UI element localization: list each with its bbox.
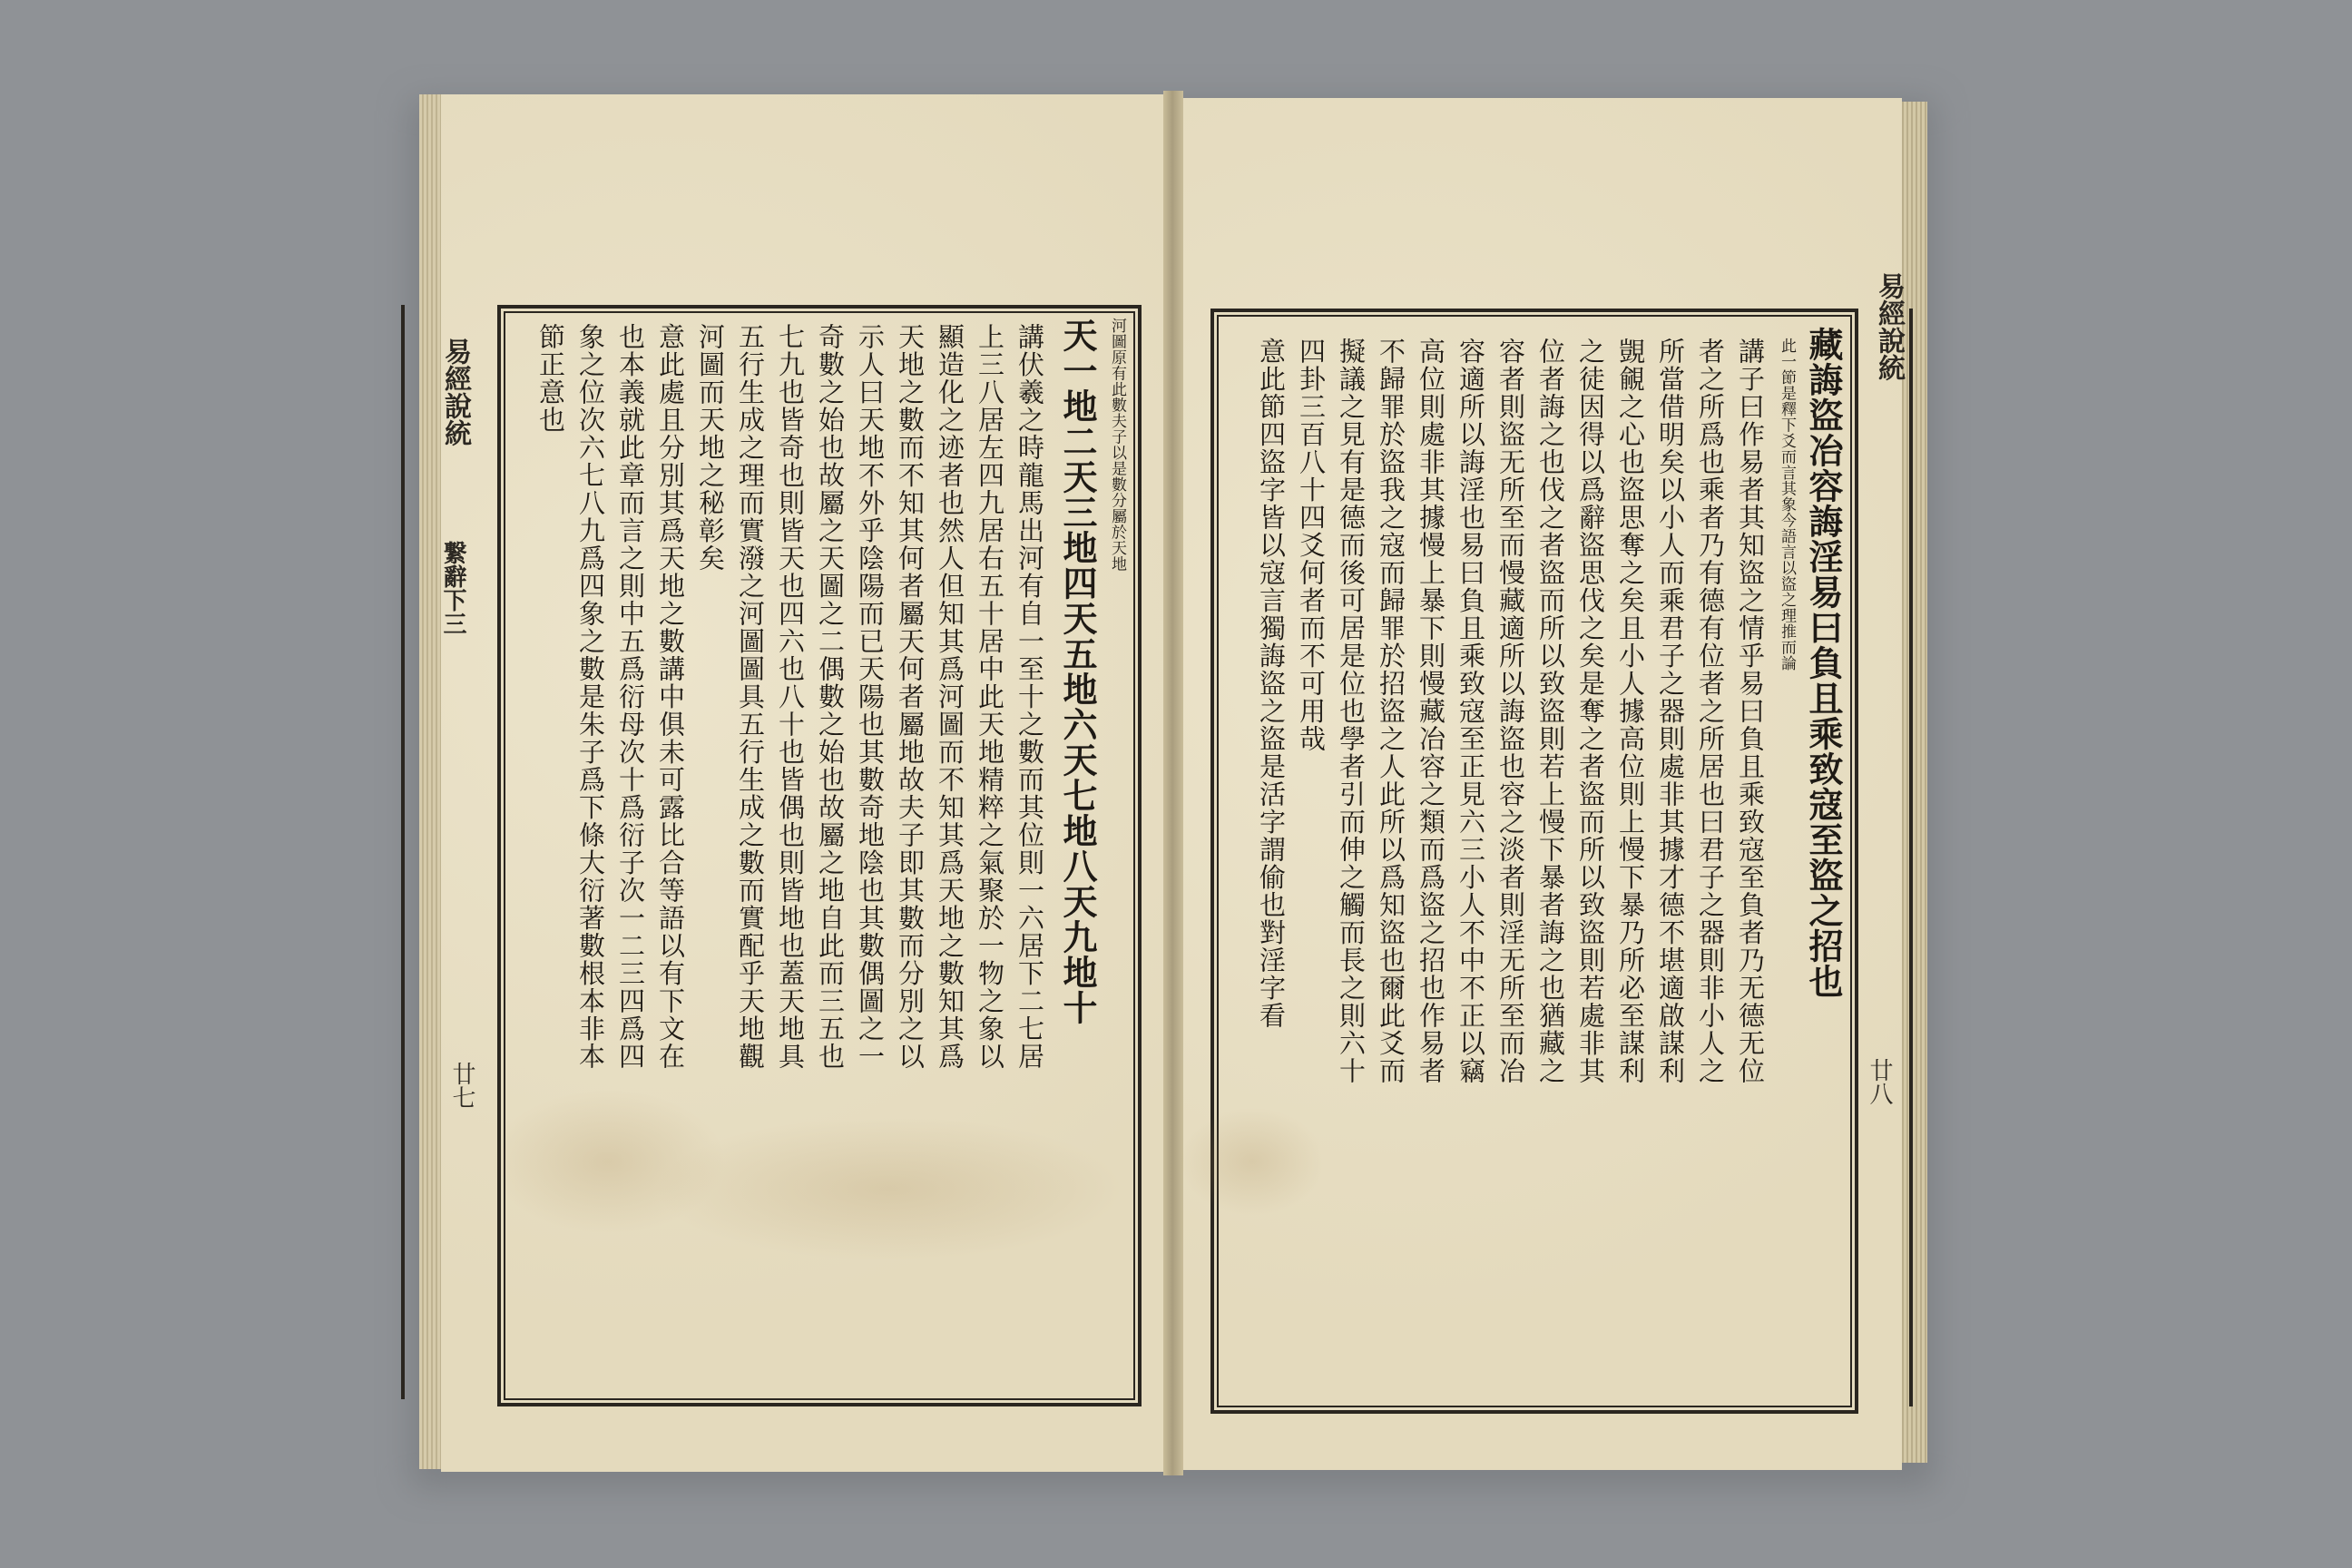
left-column-10: 意此處且分別其爲天地之數講中俱未可露比合等語以有下文在 — [655, 323, 686, 1071]
left-column-9: 河圖而天地之秘彰矣 — [695, 323, 726, 573]
water-stain — [1180, 1107, 1325, 1216]
left-page-center-fold — [401, 305, 495, 1399]
right-folio: 廿八 — [1866, 1058, 1893, 1105]
left-column-2: 上三八居左四九居右五十居中此天地精粹之氣聚於一物之象以 — [975, 323, 1005, 1071]
right-page-center-fold — [1855, 309, 1913, 1406]
left-column-13: 節正意也 — [535, 323, 566, 434]
right-column-13: 意此節四盜字皆以寇言獨誨盜之盜是活字謂偷也對淫字看 — [1256, 338, 1287, 1030]
right-column-10: 不歸罪於盜我之寇而歸罪於招盜之人此所以爲知盜也爾此爻而 — [1376, 338, 1406, 1085]
left-column-8: 五行生成之理而實潑之河圖圖具五行生成之數而實配乎天地觀 — [735, 323, 766, 1071]
right-heading: 藏誨盜冶容誨淫易曰負且乘致寇至盜之招也 — [1803, 327, 1844, 999]
right-heading-note: 此一節是釋下爻而言其象今語言以盜之理推而論 — [1778, 338, 1796, 671]
left-column-5: 示人曰天地不外乎陰陽而已天陽也其數奇地陰也其數偶圖之一 — [855, 323, 886, 1071]
right-column-4: 覬覦之心也盜思奪之矣且小人據高位則上慢下暴乃所必至謀利 — [1615, 338, 1646, 1085]
left-column-6: 奇數之始也故屬之天圖之二偶數之始也故屬之地自此而三五也 — [815, 323, 846, 1071]
right-column-6: 位者誨之也伐之者盜而所以致盜則若上慢下暴者誨之也猶藏之 — [1535, 338, 1566, 1085]
right-column-7: 容者則盜无所至而慢藏適所以誨盜也容之淡者則淫无所至而冶 — [1495, 338, 1526, 1085]
right-column-1: 講子曰作易者其知盜之情乎易曰負且乘致寇至負者乃无德无位 — [1735, 338, 1766, 1085]
right-column-12: 四卦三百八十四爻何者而不可用哉 — [1296, 338, 1327, 753]
right-column-9: 高位則處非其據慢上暴下則慢藏冶容之類而爲盜之招也作易者 — [1416, 338, 1446, 1085]
water-stain — [653, 1116, 1125, 1261]
left-column-11: 也本義就此章而言之則中五爲衍母次十爲衍子次一二三四爲四 — [615, 323, 646, 1071]
right-column-5: 之徒因得以爲辭盜思伐之矣是奪之者盜而所以致盜則若處非其 — [1575, 338, 1606, 1085]
right-column-2: 者之所爲也乘者乃有德有位者之所居也曰君子之器則非小人之 — [1695, 338, 1726, 1085]
left-column-1: 講伏羲之時龍馬出河有自一至十之數而其位則一六居下二七居 — [1014, 323, 1045, 1071]
left-folio: 廿七 — [448, 1062, 475, 1109]
right-margin-title: 易經說統 — [1873, 272, 1905, 381]
right-column-8: 容適所以誨淫也易曰負且乘致寇至正見六三小人不中不正以竊 — [1455, 338, 1486, 1085]
right-column-11: 擬議之見有是德而後可居是位也學者引而伸之觸而長之則六十 — [1336, 338, 1367, 1085]
left-heading: 天一地二天三地四天五地六天七地八天九地十 — [1057, 318, 1098, 1025]
left-heading-note: 河圖原有此數夫子以是數分屬於天地 — [1108, 318, 1126, 572]
right-column-3: 所當借明矣以小人而乘君子之器則處非其據才德不堪適啟謀利 — [1655, 338, 1686, 1085]
left-margin-title: 易經說統 — [439, 338, 471, 446]
left-column-4: 天地之數而不知其何者屬天何者屬地故夫子即其數而分別之以 — [895, 323, 926, 1071]
left-column-3: 顯造化之迹者也然人但知其爲河圖而不知其爲天地之數知其爲 — [935, 323, 965, 1071]
left-column-7: 七九也皆奇也則皆天也四六也八十也皆偶也則皆地也蓋天地具 — [775, 323, 806, 1071]
left-margin-chapter: 繋辭下三 — [439, 541, 466, 635]
book-gutter — [1163, 91, 1183, 1475]
left-column-12: 象之位次六七八九爲四象之數是朱子爲下條大衍著數根本非本 — [575, 323, 606, 1071]
